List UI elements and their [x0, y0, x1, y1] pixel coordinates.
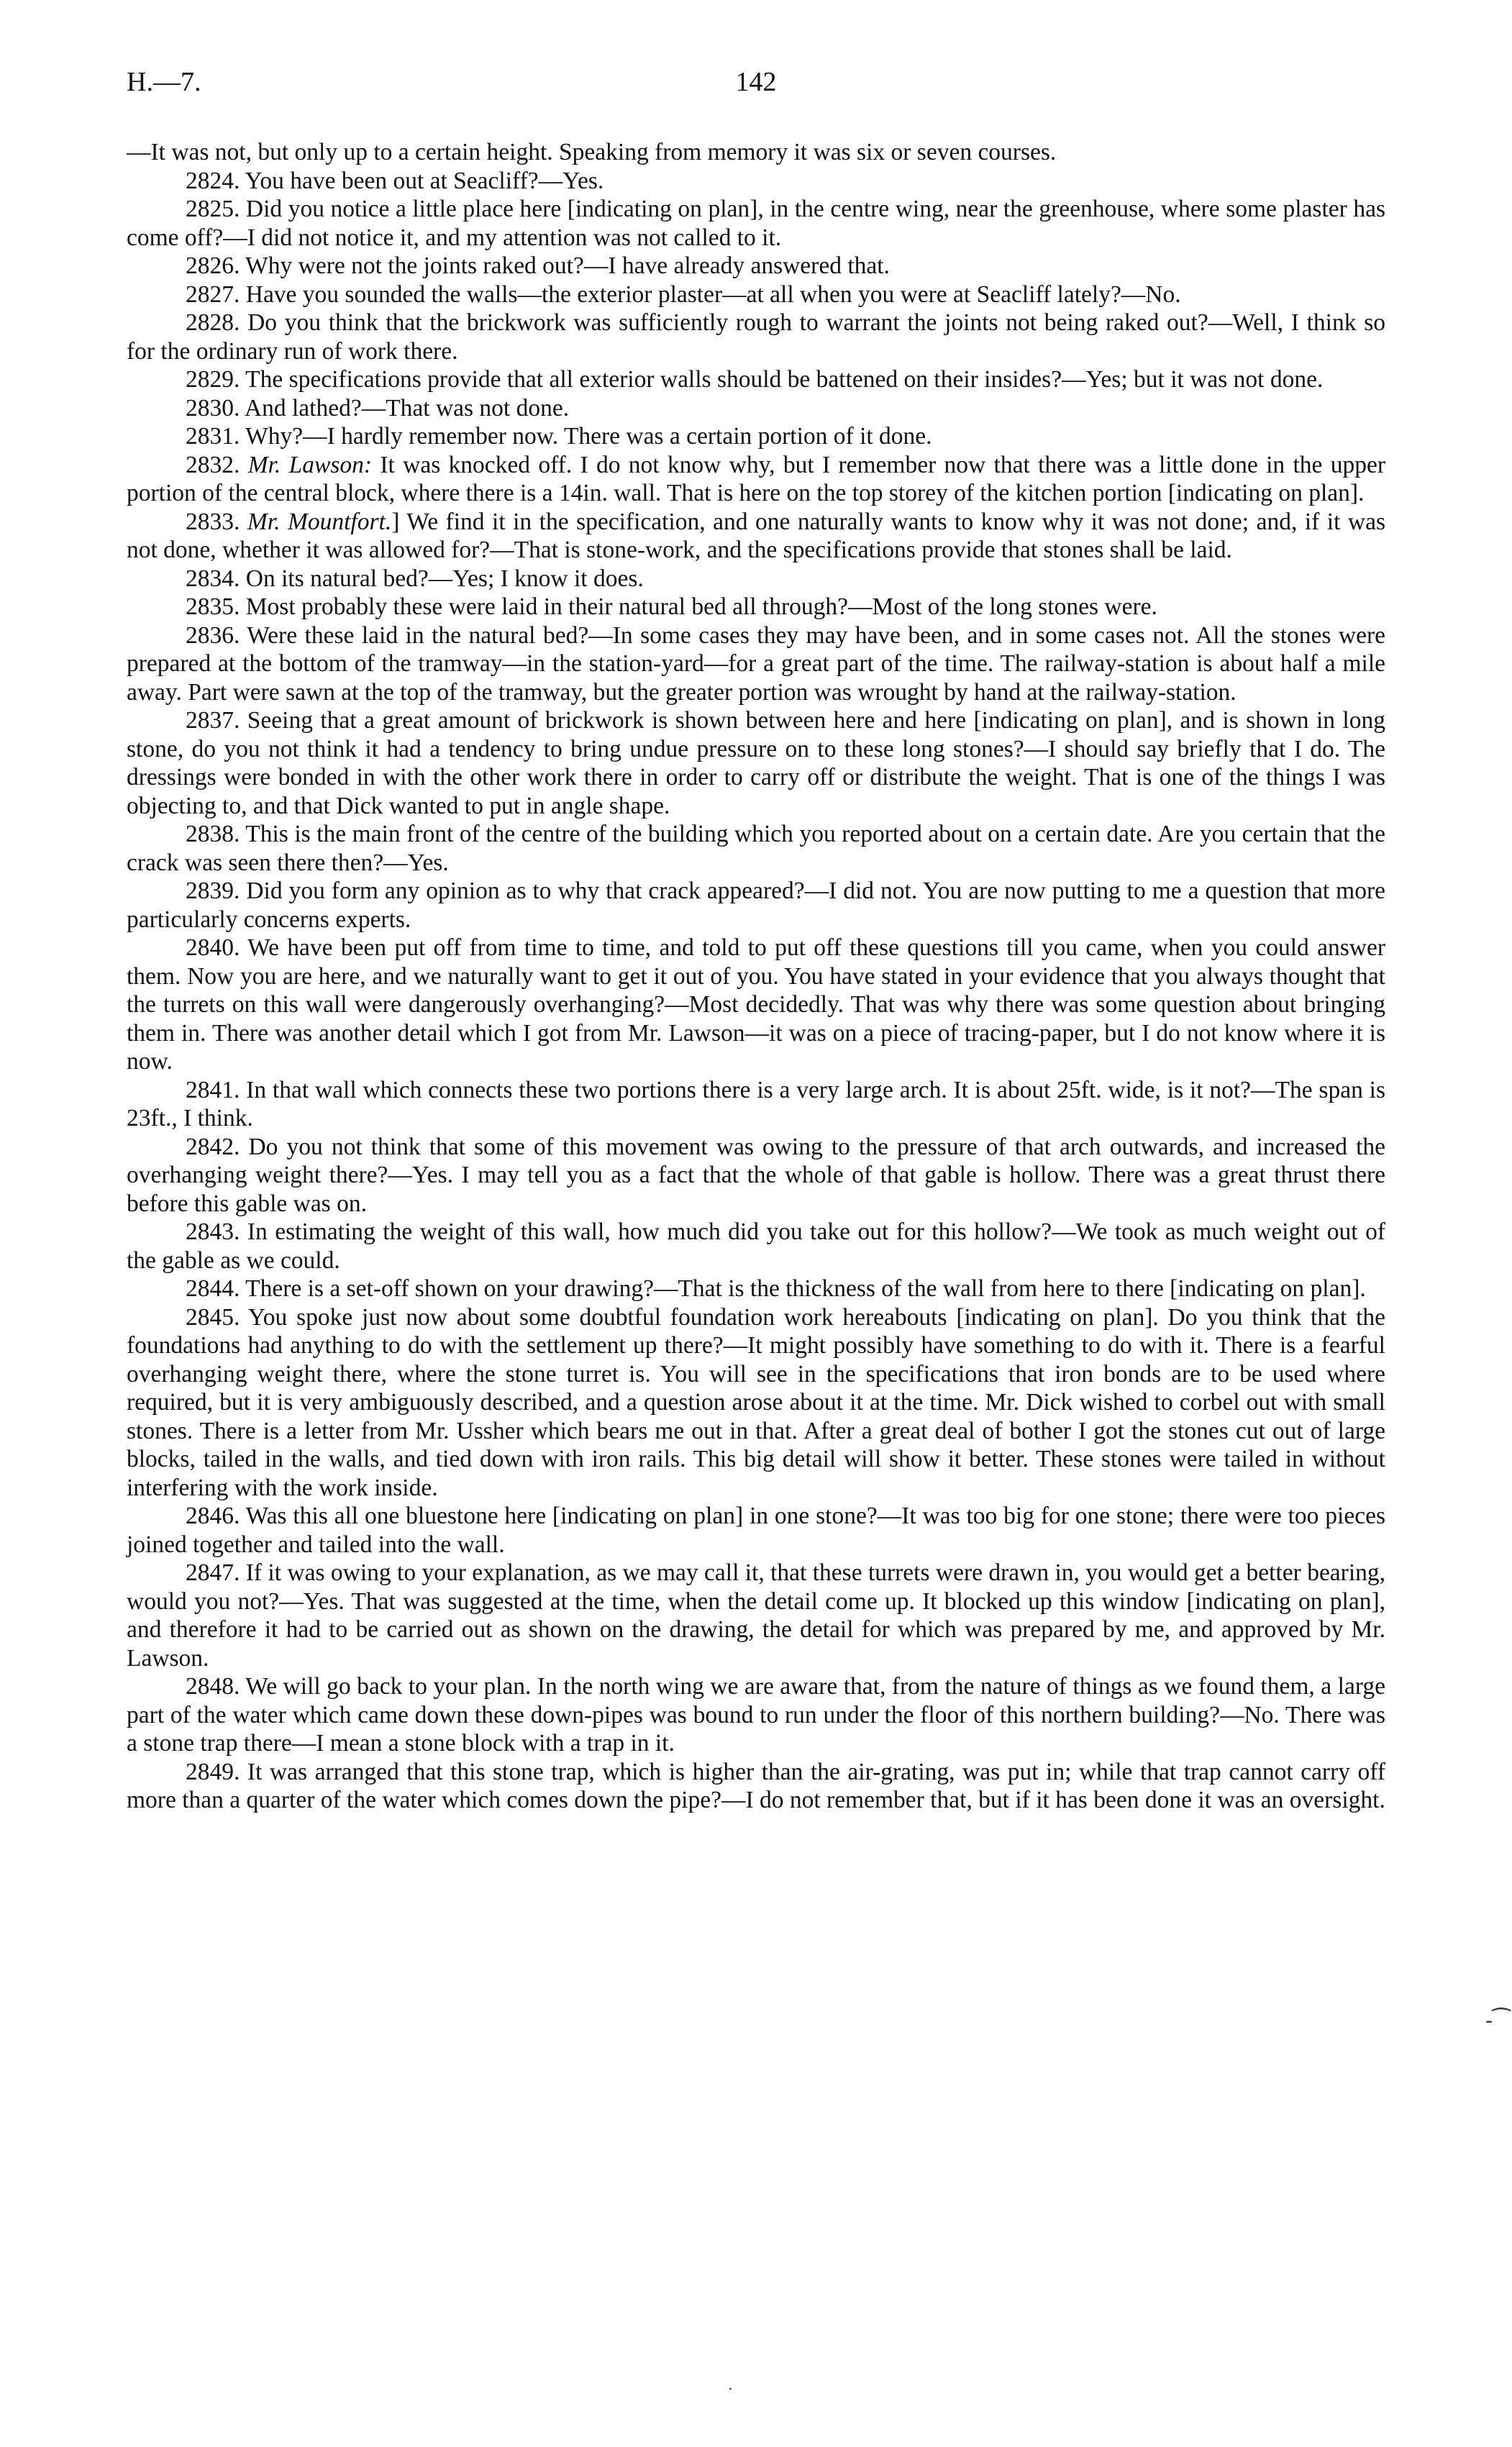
- paragraph: 2837. Seeing that a great amount of brickwork is shown between here and here [indicating on plan], and is shown in long stone, do you not think it had a tendency to bring undue pressure on to these long stones?—I should say briefly that I do. The dressings were bonded in with the other work there in order to carry off or distribute the weight. That is one of the things I was objecting to, and that Dick wanted to put in angle shape.: [127, 707, 1385, 819]
- paragraph: 2834. On its natural bed?—Yes; I know it does.: [186, 565, 644, 592]
- paragraph: 2825. Did you notice a little place here [indicating on plan], in the centre wing, near the greenhouse, where some plaster has come off?—I did not notice it, and my attention was not called to it.: [127, 196, 1385, 251]
- page-header: [127, 66, 1385, 109]
- paragraph: 2831. Why?—I hardly remember now. There was a certain portion of it done.: [186, 423, 932, 450]
- paragraph: —It was not, but only up to a certain height. Speaking from memory it was six or seven courses.: [127, 139, 1057, 165]
- footer-dot: ·: [728, 2381, 733, 2399]
- question-number: 2833.: [186, 508, 247, 535]
- paragraph: 2839. Did you form any opinion as to why that crack appeared?—I did not. You are now putting to me a question that more particularly concerns experts.: [127, 878, 1385, 933]
- paragraph: 2843. In estimating the weight of this wall, how much did you take out for this hollow?—We took as much weight out of the gable as we could.: [127, 1218, 1385, 1274]
- paragraph: [127, 451, 1385, 508]
- paragraph: 2845. You spoke just now about some doubtful foundation work hereabouts [indicating on plan]. Do you think that the foundations had anything to do with the settlement up there?—It might possibly have something to do with it. There is a fearful overhanging weight there, where the stone turret is. You will see in the specifications that iron bonds are to be used where required, but it is very ambiguously described, and a question arose about it at the time. Mr. Dick wished to corbel out with small stones. There is a letter from Mr. Ussher which bears me out in that. After a great deal of bother I got the stones cut out of large blocks, tailed in the walls, and tied down with iron rails. This big detail will show it better. These stones were tailed in without interfering with the work inside.: [127, 1303, 1385, 1501]
- paragraph: 2840. We have been put off from time to time, and told to put off these questions till you came, when you could answer them. Now you are here, and we naturally want to get it out of you. You have stated in your evidence that you always thought that the turrets on this wall were dangerously overhanging?—Most decidedly. That was why there was some question about bringing them in. There was another detail which I got from Mr. Lawson—it was on a piece of tracing-paper, but I do not know where it is now.: [127, 934, 1385, 1075]
- paragraph: 2842. Do you not think that some of this movement was owing to the pressure of that arch outwards, and increased the overhanging weight there?—Yes. I may tell you as a fact that the whole of that gable is hollow. There was a great thrust there before this gable was on.: [127, 1133, 1385, 1217]
- speaker-name: Mr. Lawson:: [247, 451, 373, 478]
- paragraph: 2849. It was arranged that this stone trap, which is higher than the air-grating, was put in; while that trap cannot carry off more than a quarter of the water which comes down the pipe?—I do not remember that, but if it has been done it was an oversight.: [127, 1758, 1385, 1813]
- paragraph-text: ] We find it in the specification, and one naturally wants to know why it was not done; and, if it was not done, whether it was allowed for?—That is stone-work, and the specifications provide that stones shall be laid.: [127, 508, 1385, 563]
- paragraph: 2826. Why were not the joints raked out?—I have already answered that.: [186, 252, 890, 279]
- paragraph: 2844. There is a set-off shown on your drawing?—That is the thickness of the wall from here to there [indicating on plan].: [186, 1275, 1366, 1302]
- paragraph: 2835. Most probably these were laid in their natural bed all through?—Most of the long stones were.: [186, 593, 1157, 620]
- margin-mark: -⁀: [1485, 2008, 1511, 2033]
- paragraph: 2848. We will go back to your plan. In the north wing we are aware that, from the nature of things as we found them, a large part of the water which came down these down-pipes was bound to run under the floor of this northern building?—No. There was a stone trap there—I mean a stone block with a trap in it.: [127, 1673, 1385, 1756]
- question-number: 2832.: [186, 451, 248, 478]
- paragraph: 2827. Have you sounded the walls—the exterior plaster—at all when you were at Seacliff lately?—No.: [186, 281, 1181, 308]
- paragraph: 2828. Do you think that the brickwork was sufficiently rough to warrant the joints not being raked out?—Well, I think so for the ordinary run of work there.: [127, 309, 1385, 365]
- paragraph-text: It was knocked off. I do not know why, but I remember now that there was a little done in the upper portion of the central block, where there is a 14in. wall. That is here on the top storey of the kitchen portion [indicating on plan].: [127, 451, 1386, 506]
- paragraph: 2830. And lathed?—That was not done.: [186, 394, 570, 421]
- paragraph: [127, 508, 1385, 565]
- paragraph: 2824. You have been out at Seacliff?—Yes.: [186, 167, 604, 194]
- page-number: 142: [735, 67, 777, 97]
- paragraph: 2836. Were these laid in the natural bed?—In some cases they may have been, and in some cases not. All the stones were prepared at the bottom of the tramway—in the station-yard—for a great part of the time. The railway-station is about half a mile away. Part were sawn at the top of the tramway, but the greater portion was wrought by hand at the railway-station.: [127, 621, 1385, 706]
- document-code: H.—7.: [127, 67, 201, 97]
- paragraph: 2846. Was this all one bluestone here [indicating on plan] in one stone?—It was too big for one stone; there were too pieces joined together and tailed into the wall.: [127, 1503, 1385, 1558]
- paragraph: 2847. If it was owing to your explanation, as we may call it, that these turrets were drawn in, you would get a better bearing, would you not?—Yes. That was suggested at the time, when the detail come up. It blocked up this window [indicating on plan], and therefore it had to be carried out as shown on the drawing, the detail for which was prepared by me, and approved by Mr. Lawson.: [127, 1559, 1386, 1672]
- speaker-name: Mr. Mountfort.: [247, 508, 392, 535]
- document-body: [127, 138, 1385, 1815]
- paragraph: 2829. The specifications provide that all exterior walls should be battened on their insides?—Yes; but it was not done.: [186, 366, 1324, 393]
- paragraph: 2841. In that wall which connects these two portions there is a very large arch. It is about 25ft. wide, is it not?—The span is 23ft., I think.: [127, 1076, 1385, 1131]
- paragraph: 2838. This is the main front of the centre of the building which you reported about on a certain date. Are you certain that the crack was seen there then?—Yes.: [127, 821, 1385, 876]
